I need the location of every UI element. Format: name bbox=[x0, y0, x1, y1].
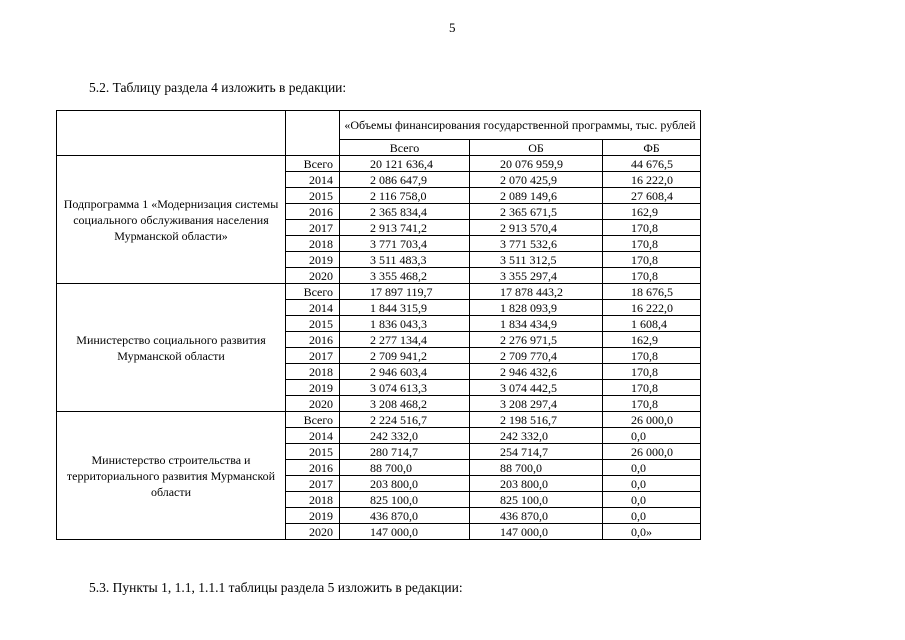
total-cell: 20 121 636,4 bbox=[340, 156, 470, 172]
total-cell: 3 355 468,2 bbox=[340, 268, 470, 284]
ob-cell: 203 800,0 bbox=[470, 476, 603, 492]
table-row bbox=[57, 284, 701, 300]
year-cell: 2019 bbox=[286, 380, 340, 396]
fb-cell: 170,8 bbox=[603, 220, 701, 236]
ob-cell: 1 834 434,9 bbox=[470, 316, 603, 332]
fb-cell: 0,0 bbox=[603, 508, 701, 524]
total-cell: 825 100,0 bbox=[340, 492, 470, 508]
total-cell: 147 000,0 bbox=[340, 524, 470, 540]
ob-cell: 2 946 432,6 bbox=[470, 364, 603, 380]
header-empty-year bbox=[286, 111, 340, 156]
total-cell: 3 511 483,3 bbox=[340, 252, 470, 268]
year-cell: 2017 bbox=[286, 348, 340, 364]
year-cell: 2019 bbox=[286, 508, 340, 524]
paragraph-5-3: 5.3. Пункты 1, 1.1, 1.1.1 таблицы раздела 5 изложить в редакции: bbox=[89, 580, 463, 595]
ob-cell: 2 070 425,9 bbox=[470, 172, 603, 188]
year-cell: 2017 bbox=[286, 476, 340, 492]
ob-cell: 20 076 959,9 bbox=[470, 156, 603, 172]
year-cell: 2019 bbox=[286, 252, 340, 268]
header-ob: ОБ bbox=[470, 140, 603, 156]
fb-cell: 0,0 bbox=[603, 460, 701, 476]
year-cell: Всего bbox=[286, 412, 340, 428]
fb-cell: 170,8 bbox=[603, 252, 701, 268]
fb-cell: 170,8 bbox=[603, 380, 701, 396]
year-cell: 2016 bbox=[286, 204, 340, 220]
total-cell: 3 771 703,4 bbox=[340, 236, 470, 252]
year-cell: 2014 bbox=[286, 300, 340, 316]
ob-cell: 88 700,0 bbox=[470, 460, 603, 476]
financing-table bbox=[56, 110, 701, 540]
year-cell: 2020 bbox=[286, 268, 340, 284]
total-cell: 2 116 758,0 bbox=[340, 188, 470, 204]
ob-cell: 2 198 516,7 bbox=[470, 412, 603, 428]
fb-cell: 16 222,0 bbox=[603, 300, 701, 316]
total-cell: 280 714,7 bbox=[340, 444, 470, 460]
fb-cell: 26 000,0 bbox=[603, 412, 701, 428]
total-cell: 88 700,0 bbox=[340, 460, 470, 476]
year-cell: 2020 bbox=[286, 524, 340, 540]
total-cell: 17 897 119,7 bbox=[340, 284, 470, 300]
paragraph-5-2: 5.2. Таблицу раздела 4 изложить в редакции: bbox=[89, 80, 347, 95]
group-name: Подпрограмма 1 «Модернизация системы социального обслуживания населения Мурманской области» bbox=[57, 156, 286, 284]
total-cell: 3 208 468,2 bbox=[340, 396, 470, 412]
year-cell: 2017 bbox=[286, 220, 340, 236]
fb-cell: 16 222,0 bbox=[603, 172, 701, 188]
fb-cell: 1 608,4 bbox=[603, 316, 701, 332]
ob-cell: 2 365 671,5 bbox=[470, 204, 603, 220]
fb-cell: 18 676,5 bbox=[603, 284, 701, 300]
fb-cell: 170,8 bbox=[603, 396, 701, 412]
total-cell: 242 332,0 bbox=[340, 428, 470, 444]
year-cell: 2018 bbox=[286, 492, 340, 508]
ob-cell: 3 511 312,5 bbox=[470, 252, 603, 268]
ob-cell: 2 913 570,4 bbox=[470, 220, 603, 236]
fb-cell: 26 000,0 bbox=[603, 444, 701, 460]
total-cell: 2 277 134,4 bbox=[340, 332, 470, 348]
fb-cell: 170,8 bbox=[603, 348, 701, 364]
fb-cell: 170,8 bbox=[603, 268, 701, 284]
ob-cell: 2 089 149,6 bbox=[470, 188, 603, 204]
year-cell: 2014 bbox=[286, 172, 340, 188]
fb-cell: 27 608,4 bbox=[603, 188, 701, 204]
year-cell: Всего bbox=[286, 156, 340, 172]
fb-cell: 0,0 bbox=[603, 492, 701, 508]
table-header-row-1 bbox=[57, 111, 701, 140]
header-fb: ФБ bbox=[603, 140, 701, 156]
fb-cell: 170,8 bbox=[603, 236, 701, 252]
total-cell: 1 836 043,3 bbox=[340, 316, 470, 332]
table-row bbox=[57, 412, 701, 428]
ob-cell: 17 878 443,2 bbox=[470, 284, 603, 300]
year-cell: 2020 bbox=[286, 396, 340, 412]
ob-cell: 825 100,0 bbox=[470, 492, 603, 508]
ob-cell: 3 208 297,4 bbox=[470, 396, 603, 412]
year-cell: 2015 bbox=[286, 316, 340, 332]
total-cell: 1 844 315,9 bbox=[340, 300, 470, 316]
total-cell: 3 074 613,3 bbox=[340, 380, 470, 396]
year-cell: 2016 bbox=[286, 332, 340, 348]
ob-cell: 2 709 770,4 bbox=[470, 348, 603, 364]
total-cell: 203 800,0 bbox=[340, 476, 470, 492]
ob-cell: 147 000,0 bbox=[470, 524, 603, 540]
header-financing-volume: «Объемы финансирования государственной программы, тыс. рублей bbox=[340, 111, 701, 140]
ob-cell: 3 074 442,5 bbox=[470, 380, 603, 396]
fb-cell: 162,9 bbox=[603, 204, 701, 220]
total-cell: 2 946 603,4 bbox=[340, 364, 470, 380]
header-total: Всего bbox=[340, 140, 470, 156]
fb-cell: 0,0» bbox=[603, 524, 701, 540]
total-cell: 2 086 647,9 bbox=[340, 172, 470, 188]
ob-cell: 254 714,7 bbox=[470, 444, 603, 460]
fb-cell: 170,8 bbox=[603, 364, 701, 380]
group-name: Министерство социального развития Мурманской области bbox=[57, 284, 286, 412]
ob-cell: 3 771 532,6 bbox=[470, 236, 603, 252]
year-cell: 2018 bbox=[286, 236, 340, 252]
total-cell: 2 365 834,4 bbox=[340, 204, 470, 220]
ob-cell: 3 355 297,4 bbox=[470, 268, 603, 284]
year-cell: 2015 bbox=[286, 188, 340, 204]
table-row bbox=[57, 156, 701, 172]
ob-cell: 436 870,0 bbox=[470, 508, 603, 524]
year-cell: 2018 bbox=[286, 364, 340, 380]
year-cell: Всего bbox=[286, 284, 340, 300]
fb-cell: 162,9 bbox=[603, 332, 701, 348]
ob-cell: 242 332,0 bbox=[470, 428, 603, 444]
fb-cell: 0,0 bbox=[603, 476, 701, 492]
ob-cell: 2 276 971,5 bbox=[470, 332, 603, 348]
year-cell: 2015 bbox=[286, 444, 340, 460]
total-cell: 2 224 516,7 bbox=[340, 412, 470, 428]
total-cell: 2 709 941,2 bbox=[340, 348, 470, 364]
fb-cell: 0,0 bbox=[603, 428, 701, 444]
ob-cell: 1 828 093,9 bbox=[470, 300, 603, 316]
header-empty-name bbox=[57, 111, 286, 156]
year-cell: 2014 bbox=[286, 428, 340, 444]
page-number: 5 bbox=[449, 20, 456, 35]
total-cell: 436 870,0 bbox=[340, 508, 470, 524]
group-name: Министерство строительства и территориального развития Мурманской области bbox=[57, 412, 286, 540]
total-cell: 2 913 741,2 bbox=[340, 220, 470, 236]
fb-cell: 44 676,5 bbox=[603, 156, 701, 172]
year-cell: 2016 bbox=[286, 460, 340, 476]
